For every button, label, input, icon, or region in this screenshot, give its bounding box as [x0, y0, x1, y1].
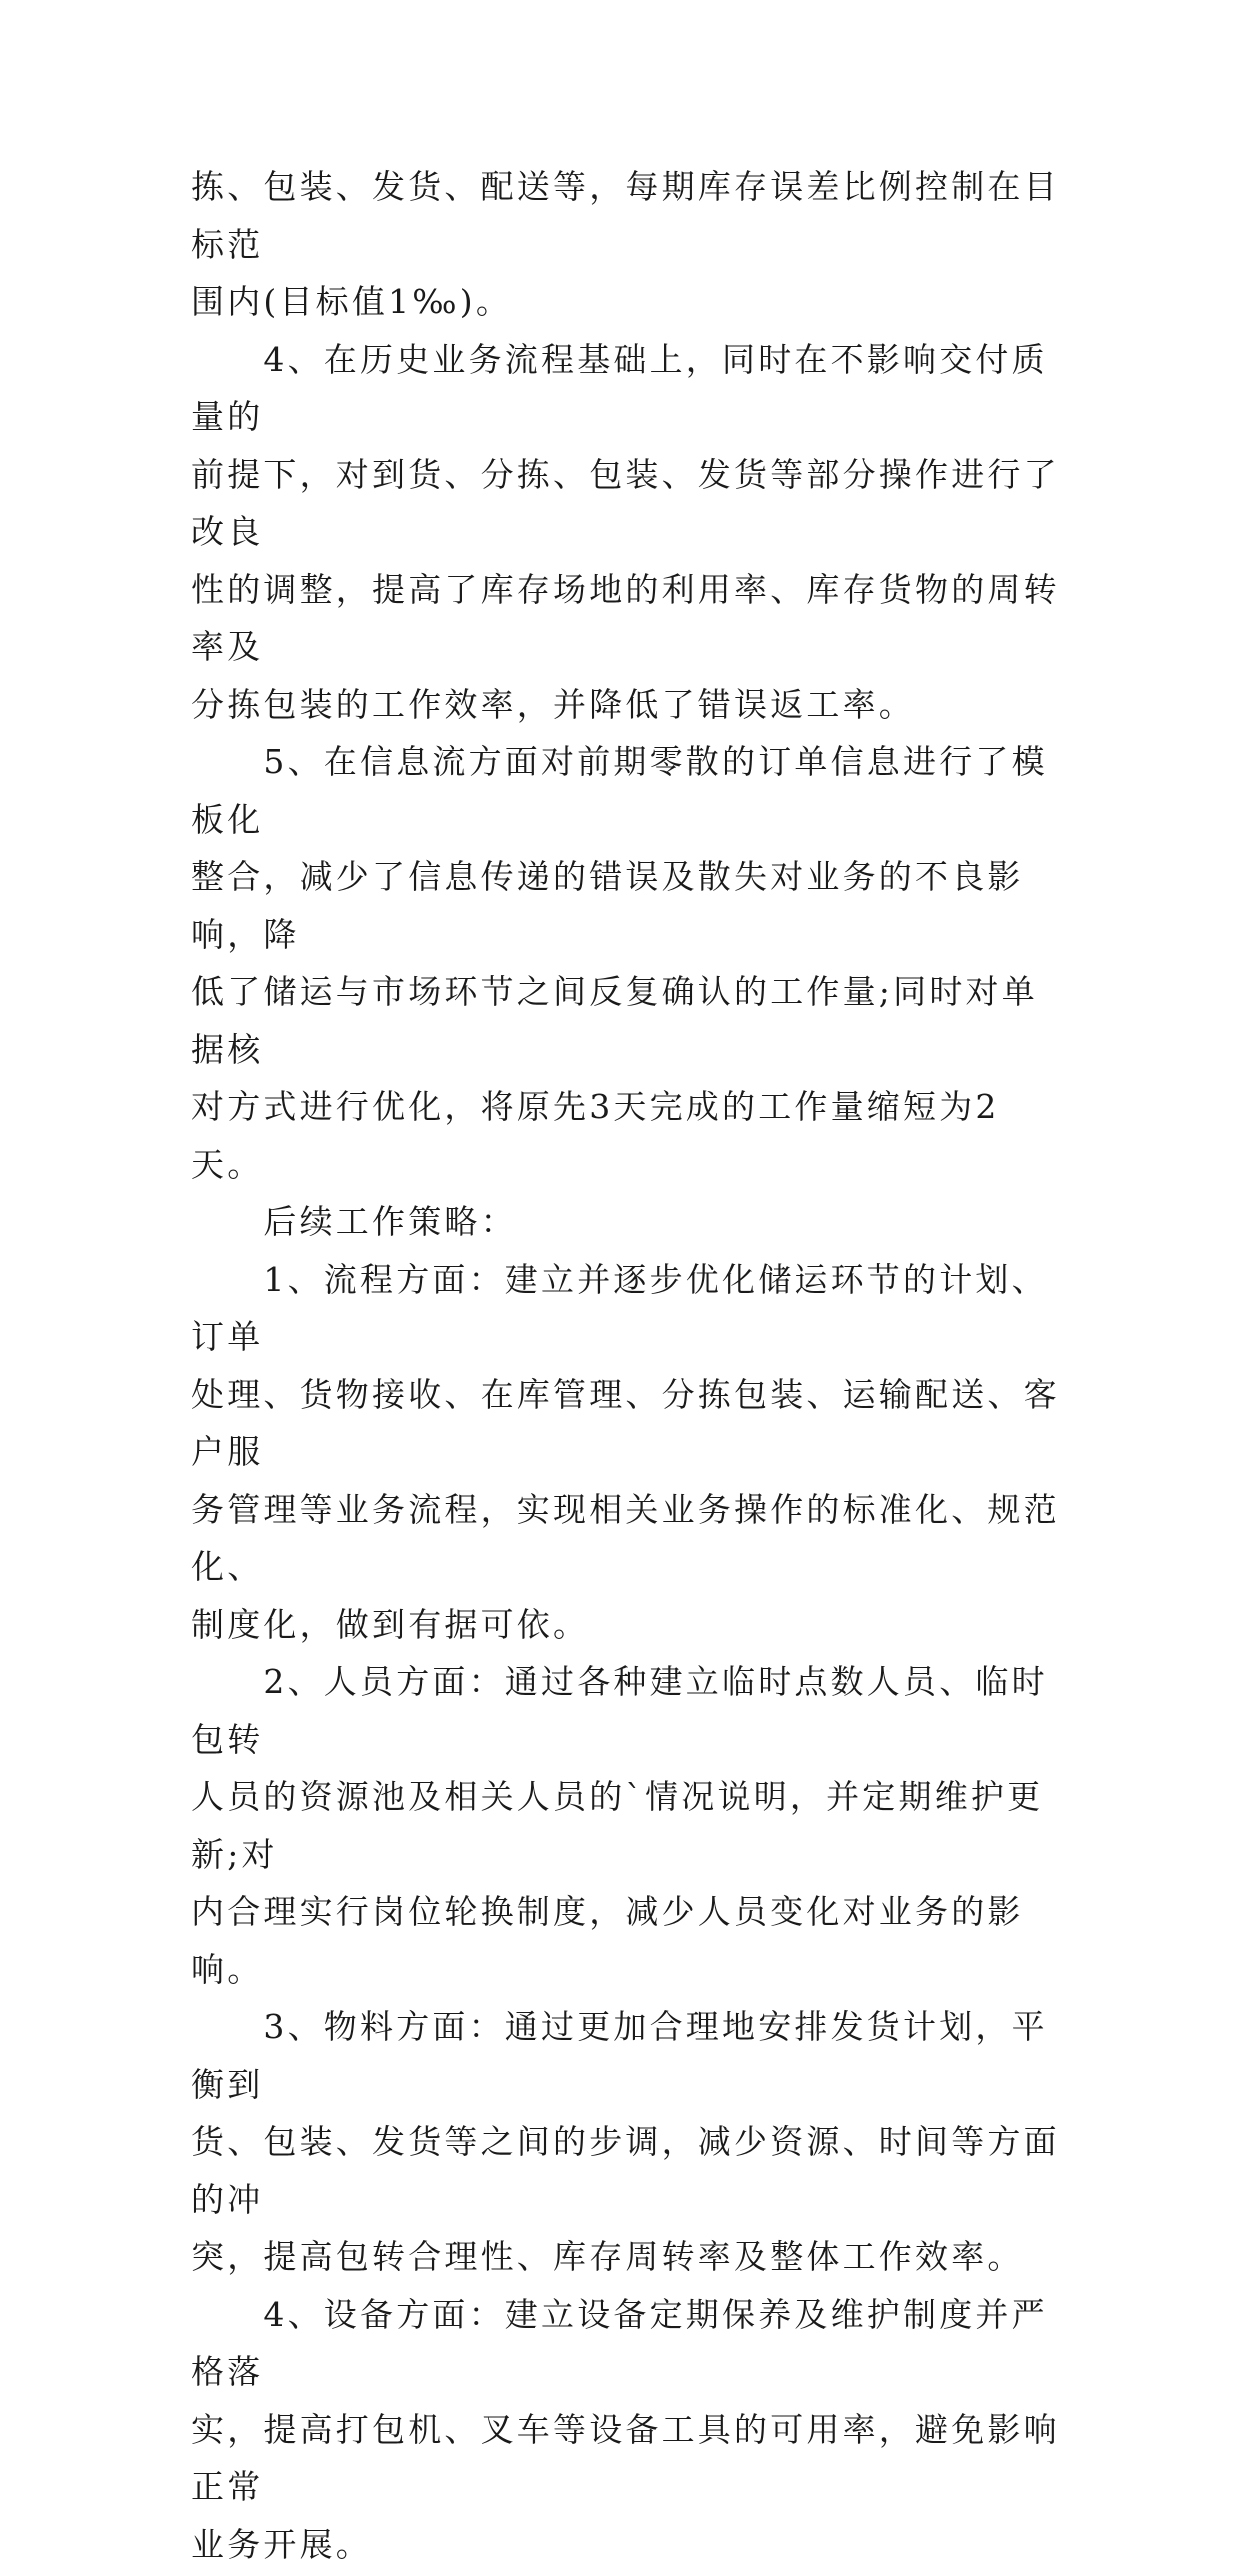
paragraph-continued: 拣、包装、发货、配送等，每期库存误差比例控制在目标范 围内(目标值1‰)。 [191, 158, 1061, 331]
paragraph-item-4-process: 4、在历史业务流程基础上，同时在不影响交付质量的 前提下，对到货、分拣、包装、发货等部分操作进行了改良 性的调整，提高了库存场地的利用率、库存货物的周转率及 分拣包装的工作效率，并降低了错误返工率。 [191, 331, 1061, 734]
paragraph-strategy-3-materials: 3、物料方面：通过更加合理地安排发货计划，平衡到 货、包装、发货等之间的步调，减少资源、时间等方面的冲 突，提高包转合理性、库存周转率及整体工作效率。 [191, 1998, 1061, 2286]
paragraph-strategy-4-equipment: 4、设备方面：建立设备定期保养及维护制度并严格落 实，提高打包机、叉车等设备工具的可用率，避免影响正常 业务开展。 [191, 2286, 1061, 2573]
document-body [191, 158, 1061, 2573]
paragraph-strategy-1-process: 1、流程方面：建立并逐步优化储运环节的计划、订单 处理、货物接收、在库管理、分拣包装、运输配送、客户服 务管理等业务流程，实现相关业务操作的标准化、规范化、 制度化，做到有据可依。 [191, 1251, 1061, 1654]
paragraph-strategy-2-personnel: 2、人员方面：通过各种建立临时点数人员、临时包转 人员的资源池及相关人员的`情况说明，并定期维护更新;对 内合理实行岗位轮换制度，减少人员变化对业务的影响。 [191, 1653, 1061, 1998]
paragraph-item-5-info-flow: 5、在信息流方面对前期零散的订单信息进行了模板化 整合，减少了信息传递的错误及散失对业务的不良影响，降 低了储运与市场环节之间反复确认的工作量;同时对单据核 对方式进行优化，将原先3天完成的工作量缩短为2天。 [191, 733, 1061, 1193]
section-heading-follow-up-strategy: 后续工作策略： [191, 1193, 1061, 1251]
